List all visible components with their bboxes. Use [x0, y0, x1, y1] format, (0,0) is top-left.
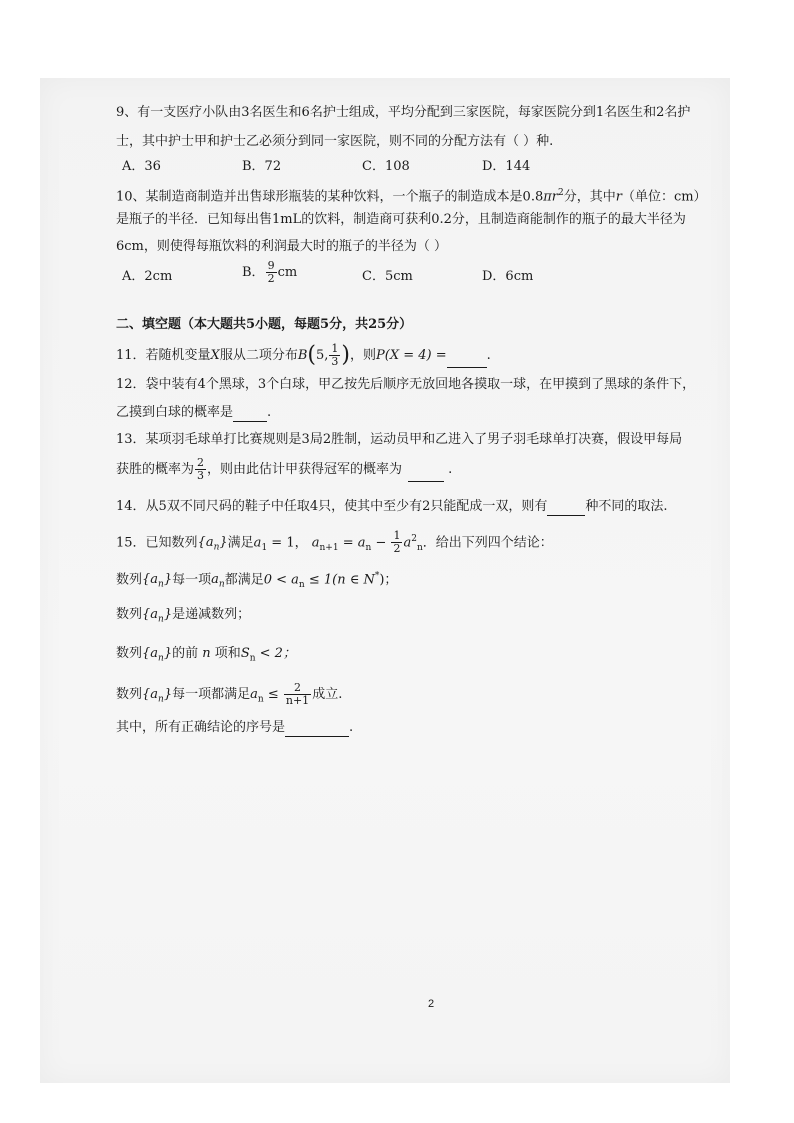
- q13-text: ，则由此估计甲获得冠军的概率为: [207, 462, 403, 477]
- q13-fraction: [195, 457, 206, 482]
- q9-option-c: C．108: [362, 159, 410, 174]
- superscript: 2: [411, 534, 417, 544]
- fraction-denominator: 3: [331, 355, 339, 368]
- q11-dist-b: B: [297, 348, 308, 363]
- q10-unit: （单位：cm）: [621, 189, 707, 205]
- fraction-numerator: 9: [267, 259, 275, 272]
- q15-period: .: [349, 720, 354, 735]
- q15-text: 项和: [214, 646, 241, 661]
- q15-seq-close: }: [219, 535, 228, 551]
- superscript: *: [374, 571, 380, 581]
- q10-option-b-fraction: [266, 260, 277, 285]
- q15-recurrence: a: [403, 535, 412, 551]
- subscript: n: [365, 542, 372, 553]
- q11-line: 11．若随机变量X服从二项分布B(5, $\frac{1}{3}$ )，则P(X = 4) = .: [116, 342, 491, 368]
- q10-line1: [116, 184, 707, 206]
- subscript: n+1: [319, 542, 339, 553]
- q12-period: .: [267, 405, 272, 420]
- q15-text: 的前: [172, 646, 199, 661]
- q15-text: ．给出下列四个结论：: [422, 535, 553, 551]
- q15-recurrence: = a: [338, 535, 366, 551]
- q9-line1: 9、有一支医疗小队由3名医生和6名护士组成，平均分配到三家医院，每家医院分到1名医生和2名护: [116, 105, 691, 120]
- q10-text: 分，其中: [563, 189, 616, 205]
- q15-conclusion-1: 数列$\{a_n\}$每一项$a_n$都满足$0 < a_n \le 1(n$ ∈ N*)；: [116, 571, 398, 590]
- q12-answer-blank: [233, 403, 267, 422]
- q13-answer-blank: [408, 463, 444, 482]
- q15-text: 每一项都满足: [172, 687, 251, 702]
- q11-text: 11．若随机变量: [116, 348, 211, 363]
- q15-text: 数列: [116, 607, 143, 622]
- q15-text: < 2；: [255, 646, 296, 661]
- q15-text: 成立.: [312, 687, 343, 702]
- fraction-numerator: 1: [393, 529, 401, 543]
- q14-text: 14．从5双不同尺码的鞋子中任取4只，使其中至少有2只能配成一双，则有: [116, 499, 548, 514]
- subscript: 1: [261, 542, 268, 553]
- q15-a1-value: = 1，: [267, 535, 308, 551]
- q11-text: 服从二项分布: [219, 348, 298, 363]
- q15-text: 都满足: [224, 572, 264, 588]
- fraction-denominator: 2: [393, 542, 401, 556]
- q11-text: ，则: [350, 348, 377, 363]
- paren-close: ): [341, 342, 350, 368]
- q10-pi-r: πr: [543, 189, 558, 205]
- fraction-denominator: 3: [197, 469, 205, 482]
- q15-conclusion-2: 数列$\{a_n\}$是递减数列；: [116, 607, 251, 625]
- q9-option-b: B．72: [242, 159, 282, 174]
- q15-conclusion-3: 数列$\{a_n\}$的前 n 项和$S_n < 2$；: [116, 646, 296, 664]
- q12-line1: 12．袋中装有4个黑球，3个白球，甲乙按先后顺序无放回地各摸取一球，在甲摸到了黑球的条件下，: [116, 377, 696, 392]
- q10-text: 10、某制造商制造并出售球形瓶装的某种饮料，一个瓶子的制造成本是0.8: [116, 189, 544, 205]
- fraction-numerator: 1: [331, 342, 339, 355]
- q10-var-r: r: [615, 189, 622, 205]
- q13-text: 获胜的概率为: [116, 462, 195, 477]
- q10-line2: 是瓶子的半径．已知每出售1mL的饮料，制造商可获利0.2分，且制造商能制作的瓶子的最大半径为: [116, 212, 686, 227]
- fraction-denominator: 2: [267, 272, 275, 285]
- q15-minus: −: [371, 535, 391, 551]
- q15-text: 数列: [116, 572, 143, 588]
- q11-probability: P(X = 4) =: [376, 348, 447, 363]
- q13-line1: 13．某项羽毛球单打比赛规则是3局2胜制，运动员甲和乙进入了男子羽毛球单打决赛，假设甲每局: [116, 432, 683, 447]
- q15-c4-fraction: [284, 682, 311, 707]
- q12-text: 乙摸到白球的概率是: [116, 405, 234, 420]
- q13-line2: [116, 457, 452, 482]
- fraction-numerator: 2: [284, 682, 311, 695]
- subscript: n: [416, 542, 423, 553]
- q15-condition: 0 < a: [263, 572, 299, 588]
- q15-final: [116, 718, 353, 737]
- q10-exponent: 2: [557, 188, 564, 198]
- q15-fraction: [391, 530, 402, 555]
- q10-option-b: [242, 260, 297, 285]
- q12-line2: [116, 403, 271, 422]
- q14-line: [116, 497, 668, 516]
- q11-n: 5: [315, 348, 325, 363]
- q10-option-b-label: B．: [242, 265, 265, 280]
- section2-title: 二、填空题（本大题共5小题，每题5分，共25分）: [116, 317, 413, 332]
- q15-sum: S: [240, 646, 250, 661]
- q15-text: 数列: [116, 646, 143, 661]
- q15-text: 数列: [116, 687, 143, 702]
- q15-conclusion-4: 数列$\{a_n\}$每一项都满足$a_n$ ≤ $\frac{2}{n+1}$ 成立.: [116, 681, 343, 707]
- fraction-denominator: n+1: [285, 694, 310, 707]
- q10-option-b-unit: cm: [277, 265, 298, 280]
- q11-period: .: [486, 348, 491, 363]
- q15-an: a: [250, 687, 258, 702]
- q10-line3: 6cm，则使得每瓶饮料的利润最大时的瓶子的半径为（ ）: [116, 239, 448, 254]
- q10-option-c: C．5cm: [362, 269, 413, 284]
- q9-option-a: A．36: [122, 159, 161, 174]
- q15-seq: {a: [197, 535, 214, 551]
- fraction-numerator: 2: [197, 456, 205, 469]
- q15-le: ≤: [263, 687, 283, 702]
- page-number: 2: [428, 998, 435, 1010]
- q9-line2: 士，其中护士甲和护士乙必须分到同一家医院，则不同的分配方法有（ ）种.: [116, 134, 554, 149]
- q15-intro: [116, 530, 553, 557]
- q15-text: )；: [379, 572, 398, 588]
- q15-text: 其中，所有正确结论的序号是: [116, 720, 286, 735]
- q10-option-a: A．2cm: [122, 269, 173, 284]
- q15-recurrence: a: [311, 535, 320, 551]
- q11-var-x: X: [210, 348, 220, 363]
- subscript: n: [213, 542, 220, 553]
- q15-condition: ≤ 1(n ∈ N: [304, 572, 375, 588]
- q15-text: 15．已知数列: [116, 535, 198, 551]
- q14-answer-blank: [547, 497, 585, 516]
- q15-answer-blank: [285, 718, 349, 737]
- q15-a1: a: [253, 535, 262, 551]
- q15-text: 是递减数列；: [172, 607, 251, 622]
- q9-option-d: D．144: [482, 159, 531, 174]
- q11-p-fraction: [329, 343, 340, 368]
- q11-answer-blank: [447, 349, 487, 368]
- q13-period: .: [448, 462, 453, 477]
- q15-text: 每一项: [172, 572, 212, 588]
- q10-option-d: D．6cm: [482, 269, 534, 284]
- q14-text: 种不同的取法.: [585, 499, 668, 514]
- q15-text: 满足: [227, 535, 254, 551]
- paren-open: (: [307, 342, 316, 368]
- q15-var-n: n: [202, 646, 211, 661]
